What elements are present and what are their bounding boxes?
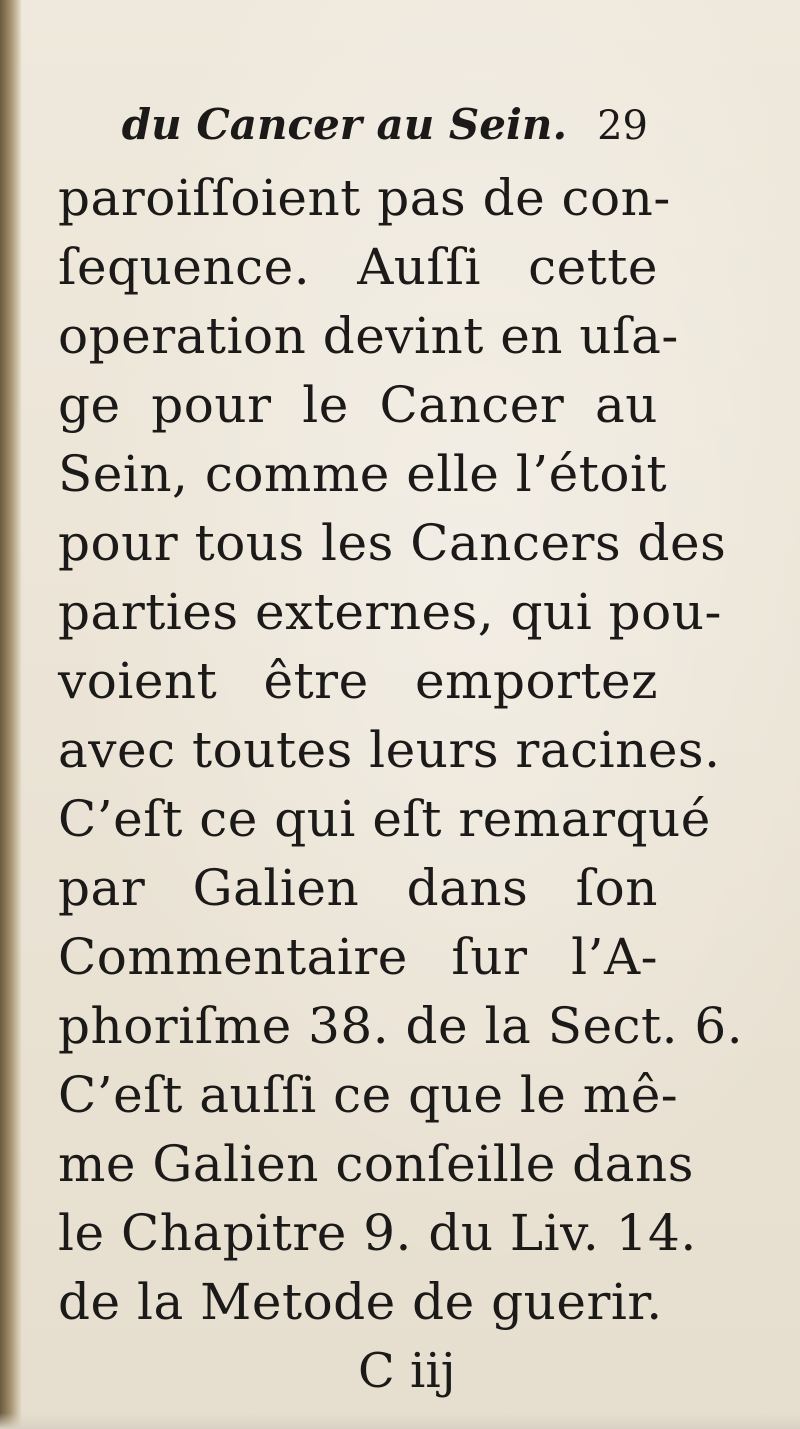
body-text	[58, 164, 744, 1337]
text-line: me Galien conſeille dans	[58, 1135, 694, 1193]
text-line: le Chapitre 9. du Liv. 14.	[58, 1204, 697, 1262]
text-line: ge pour le Cancer au	[58, 376, 658, 434]
page-number: 29	[597, 103, 648, 149]
text-line: pour tous les Cancers des	[58, 514, 727, 572]
text-line: avec toutes leurs racines.	[58, 721, 721, 779]
text-line: parties externes, qui pou-	[58, 583, 722, 641]
text-line: C’eſt ce qui eſt remarqué	[58, 790, 711, 848]
signature-mark: C iij	[358, 1343, 456, 1399]
text-line: Sein, comme elle l’étoit	[58, 445, 668, 503]
page-bottom-edge	[0, 1413, 800, 1429]
running-head	[58, 100, 658, 164]
text-line: paroiſſoient pas de con-	[58, 169, 671, 227]
text-line: Commentaire ſur l’A-	[58, 928, 658, 986]
text-line: operation devint en uſa-	[58, 307, 679, 365]
text-line: C’eſt auſſi ce que le mê-	[58, 1066, 679, 1124]
running-head-title: du Cancer au Sein.	[121, 100, 568, 149]
text-block	[58, 100, 744, 1406]
text-line: voient être emportez	[58, 652, 658, 710]
text-line: de la Metode de guerir.	[58, 1273, 663, 1331]
text-line: par Galien dans ſon	[58, 859, 658, 917]
page-spine-shadow	[0, 0, 22, 1429]
text-line: phoriſme 38. de la Sect. 6.	[58, 997, 744, 1055]
text-line: ſequence. Auſſi cette	[58, 238, 658, 296]
